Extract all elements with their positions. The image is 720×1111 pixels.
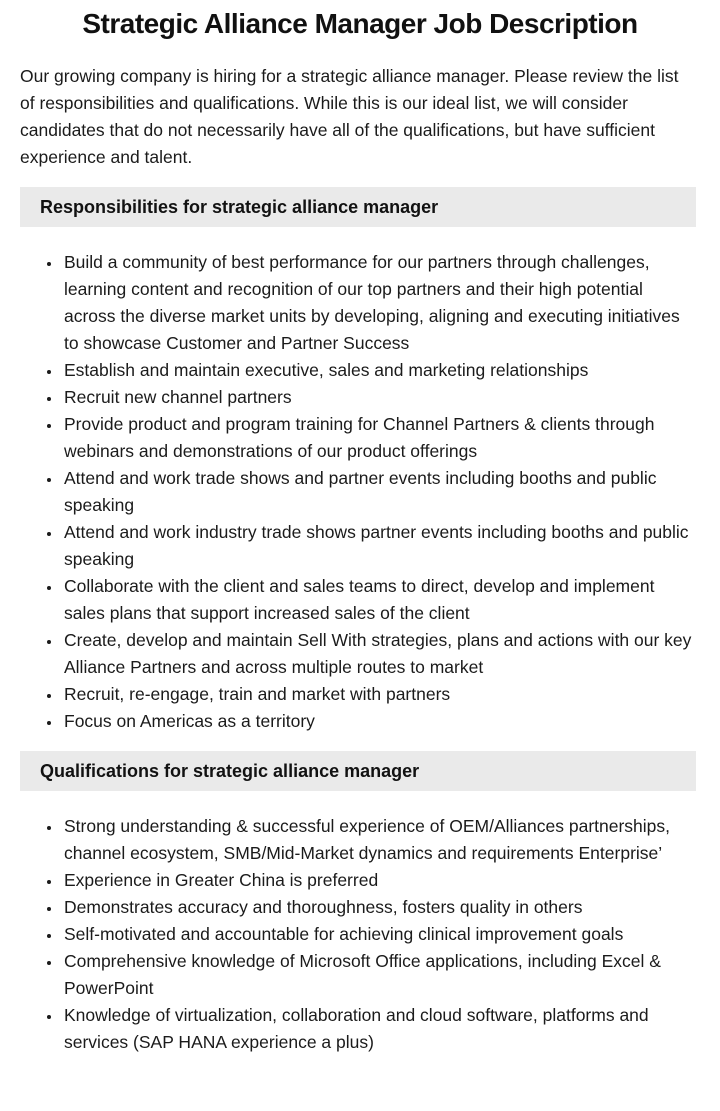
intro-paragraph: Our growing company is hiring for a strategic alliance manager. Please review the list of responsibilities and qualifications. While this is our ideal list, we will consider candidates that do not necessarily have all of the qualifications, but have sufficient experience and talent. — [20, 66, 679, 167]
list-item: • Demonstrates accuracy and thoroughness, fosters quality in others — [62, 894, 692, 921]
list-item: • Focus on Americas as a territory — [62, 708, 692, 735]
qualifications-section-heading: Qualifications for strategic alliance manager — [20, 751, 696, 791]
list-item: • Build a community of best performance for our partners through challenges, learning content and recognition of our top partners and their high potential across the diverse market units by developing, aligning and executing initiatives to showcase Customer and Partner Success — [62, 249, 692, 357]
list-item: • Recruit, re-engage, train and market with partners — [62, 681, 692, 708]
section-qualifications — [0, 751, 720, 1056]
list-item: • Recruit new channel partners — [62, 384, 692, 411]
list-item: • Establish and maintain executive, sales and marketing relationships — [62, 357, 692, 384]
list-item: • Comprehensive knowledge of Microsoft Office applications, including Excel & PowerPoint — [62, 948, 692, 1002]
list-item: • Create, develop and maintain Sell With strategies, plans and actions with our key Alliance Partners and across multiple routes to market — [62, 627, 692, 681]
list-item: • Self-motivated and accountable for achieving clinical improvement goals — [62, 921, 692, 948]
page-title: Strategic Alliance Manager Job Description — [82, 8, 638, 39]
responsibilities-section-heading: Responsibilities for strategic alliance manager — [20, 187, 696, 227]
responsibilities-list — [20, 249, 692, 735]
list-item: • Attend and work trade shows and partner events including booths and public speaking — [62, 465, 692, 519]
list-item: • Provide product and program training for Channel Partners & clients through webinars and demonstrations of our product offerings — [62, 411, 692, 465]
list-item: • Experience in Greater China is preferred — [62, 867, 692, 894]
list-item: • Knowledge of virtualization, collaboration and cloud software, platforms and services (SAP HANA experience a plus) — [62, 1002, 692, 1056]
section-responsibilities — [0, 187, 720, 735]
qualifications-list — [20, 813, 692, 1056]
list-item: • Collaborate with the client and sales teams to direct, develop and implement sales plans that support increased sales of the client — [62, 573, 692, 627]
list-item: • Attend and work industry trade shows partner events including booths and public speaking — [62, 519, 692, 573]
list-item: • Strong understanding & successful experience of OEM/Alliances partnerships, channel ecosystem, SMB/Mid-Market dynamics and requirements Enterprise’ — [62, 813, 692, 867]
